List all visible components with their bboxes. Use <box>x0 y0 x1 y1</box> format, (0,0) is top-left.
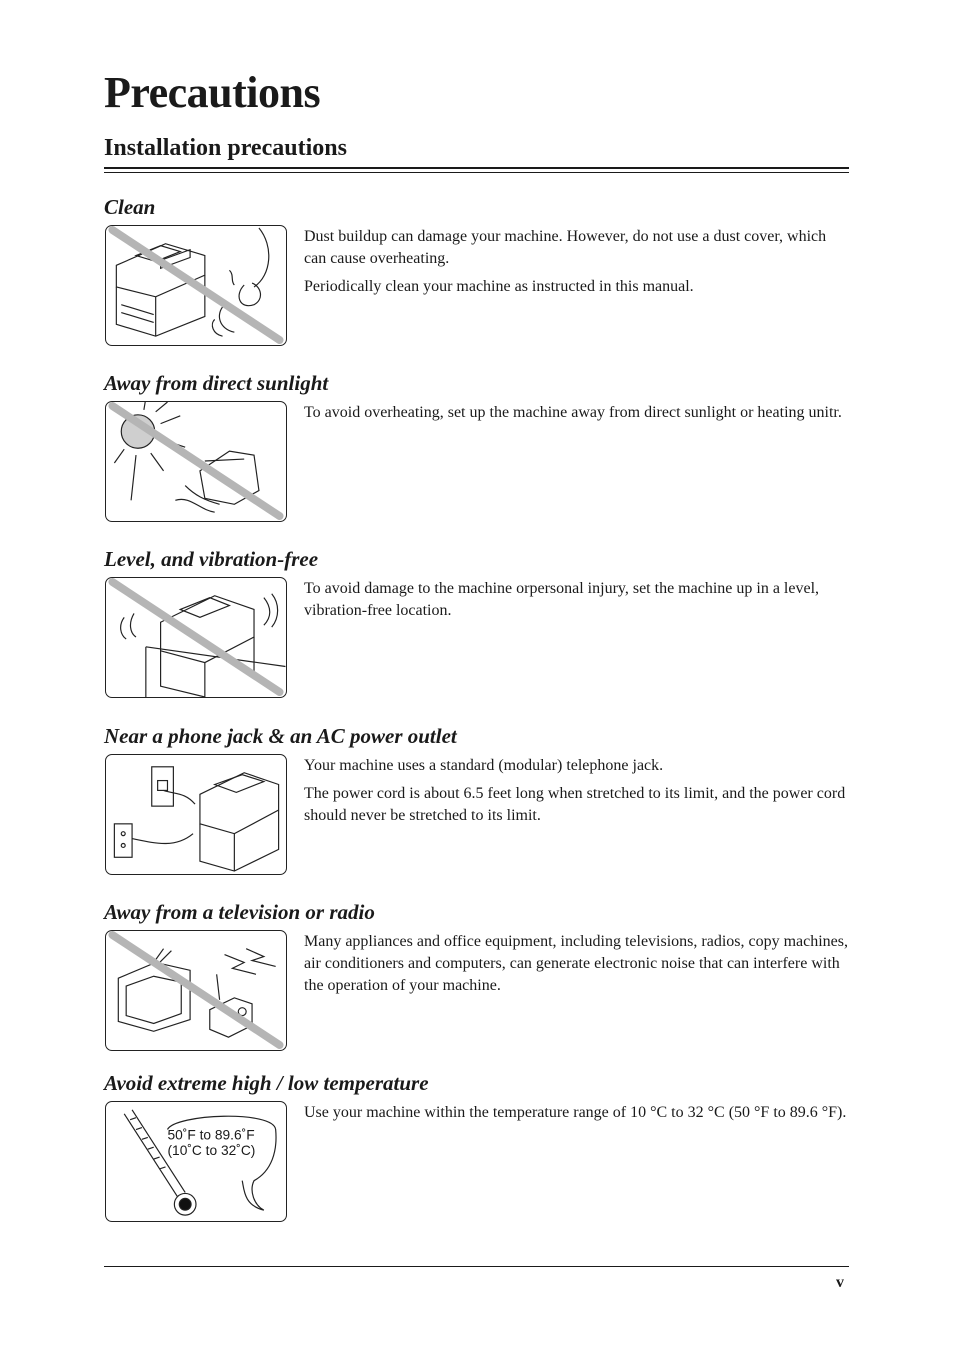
page-title: Precautions <box>104 68 321 117</box>
tilted-copier-icon <box>106 578 286 697</box>
clean-illustration <box>105 225 287 346</box>
description-level: To avoid damage to the machine orpersonal injury, set the machine up in a level, vibration-free location. <box>304 580 820 619</box>
heading-clean: Clean <box>104 195 156 219</box>
heading-tv-radio: Away from a television or radio <box>104 900 375 924</box>
footer-divider <box>104 1266 849 1267</box>
prohibition-slash <box>112 935 279 1045</box>
thermometer-icon <box>106 1102 286 1221</box>
page-number: v <box>836 1274 844 1291</box>
copier-with-dust-icon <box>106 226 286 345</box>
level-illustration <box>105 577 287 698</box>
description-temperature: Use your machine within the temperature range of 10 °C to 32 °C (50 °F to 89.6 °F). <box>304 1104 847 1121</box>
outlet-and-copier-icon <box>106 755 286 874</box>
phone-jack-illustration <box>105 754 287 875</box>
tv-and-radio-icon <box>106 931 286 1050</box>
heading-level: Level, and vibration-free <box>104 547 319 571</box>
temp-range-c: (10˚C to 32˚C) <box>167 1143 256 1159</box>
temp-range-f: 50˚F to 89.6˚F <box>167 1127 255 1143</box>
description-phone-jack: Your machine uses a standard (modular) telephone jack. The power cord is about 6.5 feet long when stretched to its limit, and the power cord should never be stretched to its limit. <box>304 757 846 824</box>
temperature-illustration <box>105 1101 287 1222</box>
prohibition-slash <box>112 230 279 340</box>
sun-and-fax-icon <box>106 402 286 521</box>
description-clean: Dust buildup can damage your machine. However, do not use a dust cover, which can cause overheating. Periodically clean your machine as instructed in this manual. <box>304 228 827 295</box>
heading-sunlight: Away from direct sunlight <box>104 371 329 395</box>
description-sunlight: To avoid overheating, set up the machine away from direct sunlight or heating unitr. <box>304 404 842 421</box>
section-title: Installation precautions <box>104 135 347 161</box>
heading-temperature: Avoid extreme high / low temperature <box>104 1071 429 1095</box>
description-tv-radio: Many appliances and office equipment, including televisions, radios, copy machines, air conditioners and computers, can generate electronic noise that can interfere with the operation of your machine. <box>304 933 849 994</box>
tv-radio-illustration <box>105 930 287 1051</box>
heading-phone-jack: Near a phone jack & an AC power outlet <box>104 724 457 748</box>
sunlight-illustration <box>105 401 287 522</box>
section-divider <box>104 167 849 173</box>
